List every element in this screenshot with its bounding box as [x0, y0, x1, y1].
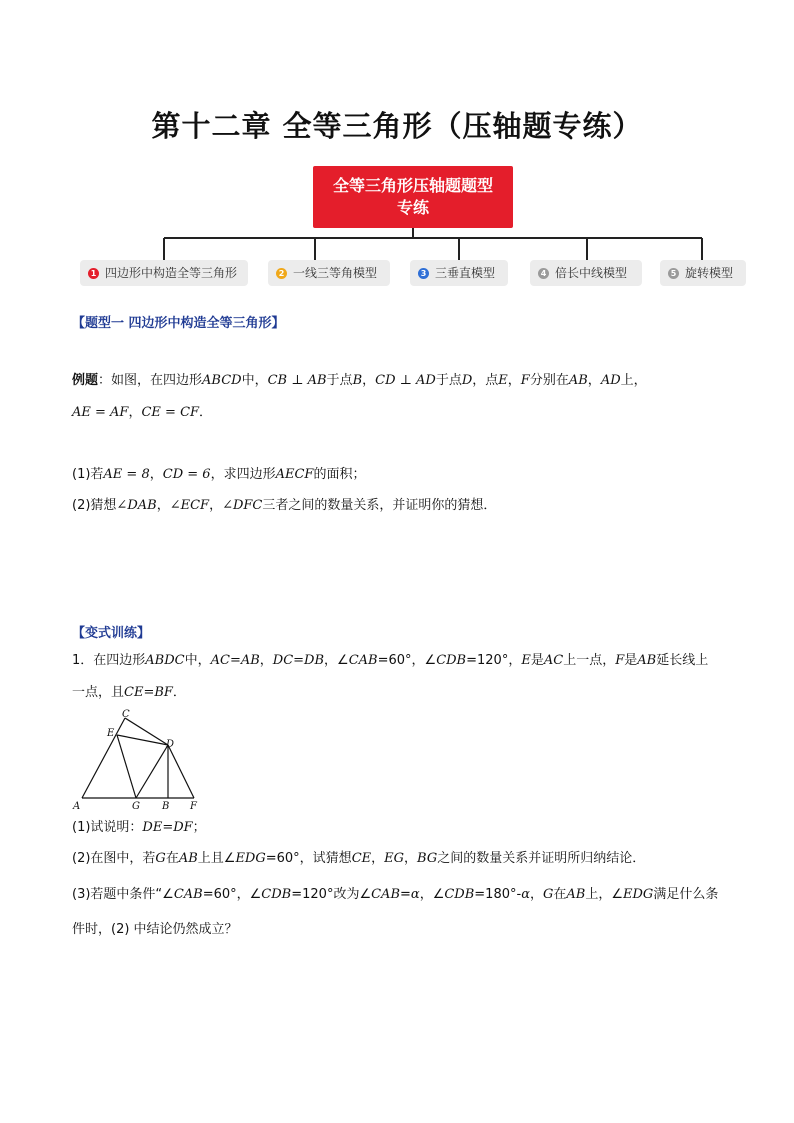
text: 一点，且	[72, 685, 125, 700]
math: CE = CF	[141, 405, 200, 420]
text: ，∠	[419, 887, 445, 902]
number-2-icon: 2	[276, 268, 287, 279]
text: ，	[587, 373, 601, 388]
text: 上，	[620, 373, 647, 388]
text: =	[400, 887, 411, 902]
text: 在	[165, 851, 179, 866]
mindmap-node-label: 三垂直模型	[435, 266, 496, 280]
example-line-2	[72, 404, 212, 422]
text: (1)若	[72, 467, 104, 482]
math: CDB	[261, 887, 292, 902]
number-5-icon: 5	[668, 268, 679, 279]
label-C: C	[122, 709, 130, 720]
text: =120°，	[466, 653, 522, 668]
text: ，	[209, 498, 223, 513]
text: ，	[362, 373, 376, 388]
subquestion-1	[72, 819, 206, 837]
mindmap-root-line1: 全等三角形压轴题题型	[332, 176, 493, 195]
subquestion-3-cont: 件时，(2) 中结论仍然成立？	[72, 922, 238, 937]
math: CAB	[371, 887, 400, 902]
text: 三者之间的数量关系，并证明你的猜想．	[262, 498, 497, 513]
math: BG	[417, 851, 438, 866]
math: EDG	[235, 851, 266, 866]
math: α	[521, 887, 530, 902]
label-A: A	[73, 801, 81, 812]
math: ∠DFC	[222, 498, 263, 513]
math: AE = AF	[72, 405, 129, 420]
math: CAB	[173, 887, 203, 902]
math: CDB	[444, 887, 475, 902]
math: AE = 8	[103, 467, 150, 482]
text: 是	[624, 653, 638, 668]
mindmap-node-label: 一线三等角模型	[293, 266, 378, 280]
text: 分别在	[529, 373, 569, 388]
text: 在	[553, 887, 567, 902]
subquestion-3	[72, 886, 718, 904]
text: 上且∠	[197, 851, 236, 866]
geometry-figure	[70, 708, 210, 816]
problem-1-line-1	[72, 652, 708, 670]
math: CE	[351, 851, 372, 866]
math: AECF	[275, 467, 314, 482]
text: =120°改为∠	[291, 887, 372, 902]
text: 是	[530, 653, 544, 668]
math: CD = 6	[162, 467, 211, 482]
text: ，	[259, 653, 273, 668]
math: CDB	[436, 653, 467, 668]
text: (3)若题中条件“∠	[72, 887, 174, 902]
text: 于点	[435, 373, 462, 388]
text: 中，	[184, 653, 211, 668]
math: AB	[178, 851, 198, 866]
math: G	[542, 887, 554, 902]
math: E	[521, 653, 531, 668]
number-3-icon: 3	[418, 268, 429, 279]
mindmap-node-5	[660, 260, 746, 286]
mindmap-node-label: 四边形中构造全等三角形	[105, 266, 238, 280]
math: EDG	[623, 887, 654, 902]
text: ，	[404, 851, 418, 866]
label-E: E	[107, 728, 115, 739]
text: =60°，∠	[202, 887, 262, 902]
math: F	[520, 373, 530, 388]
math: ∠DAB	[116, 498, 157, 513]
math: AB	[568, 373, 588, 388]
text: ，	[529, 887, 543, 902]
text: 1．在四边形	[72, 653, 146, 668]
mindmap-node-2	[268, 260, 390, 286]
math: ABDC	[145, 653, 185, 668]
text: ，	[156, 498, 170, 513]
segment-DF	[168, 745, 194, 798]
mindmap-connectors	[0, 0, 794, 300]
text: =180°-	[474, 887, 522, 902]
math: ∠ECF	[169, 498, 210, 513]
question-2	[72, 497, 496, 515]
math: DE=DF	[142, 820, 193, 835]
math: AB	[566, 887, 586, 902]
text: (1)试说明：	[72, 820, 143, 835]
text: ：如图，在四边形	[98, 373, 203, 388]
text: ，点	[472, 373, 499, 388]
text: 上，∠	[585, 887, 623, 902]
math: CAB	[348, 653, 378, 668]
mindmap-root-line2: 专练	[396, 198, 429, 217]
mindmap-node-3	[410, 260, 508, 286]
label-B: B	[162, 801, 170, 812]
text: 于点	[326, 373, 353, 388]
text: ．	[199, 405, 213, 420]
text: ，∠	[324, 653, 349, 668]
text: ，	[149, 467, 163, 482]
math: EG	[384, 851, 405, 866]
text: ．	[172, 685, 186, 700]
problem-1-line-2	[72, 684, 186, 702]
text: (2)猜想	[72, 498, 117, 513]
math: AB	[637, 653, 657, 668]
math: CE=BF	[124, 685, 173, 700]
number-1-icon: 1	[88, 268, 99, 279]
example-line-1	[72, 372, 647, 390]
mindmap-root	[313, 166, 513, 228]
section-heading-1: 【题型一 四边形中构造全等三角形】	[72, 316, 285, 331]
text: (2)在图中，若	[72, 851, 156, 866]
math: CD ⊥ AD	[375, 373, 436, 388]
text: ，	[371, 851, 385, 866]
segment-AC	[82, 718, 125, 798]
example-label: 例题	[72, 373, 99, 388]
mindmap-node-label: 旋转模型	[685, 266, 734, 280]
mindmap-node-4	[530, 260, 642, 286]
label-F: F	[190, 801, 197, 812]
text: 上一点，	[563, 653, 616, 668]
text: ，	[507, 373, 521, 388]
segment-EG	[117, 735, 136, 798]
label-D: D	[166, 739, 175, 750]
math: B	[352, 373, 363, 388]
math: CB ⊥ AB	[267, 373, 327, 388]
math: AD	[600, 373, 621, 388]
math: G	[155, 851, 166, 866]
text: ，	[128, 405, 142, 420]
section-heading-2: 【变式训练】	[72, 626, 151, 641]
math: AC	[543, 653, 564, 668]
text: 中，	[241, 373, 268, 388]
text: 之间的数量关系并证明所归纳结论．	[437, 851, 646, 866]
text: ；	[192, 820, 206, 835]
math: ABCD	[202, 373, 242, 388]
text: =60°，∠	[377, 653, 437, 668]
text: 的面积；	[313, 467, 366, 482]
question-1	[72, 466, 365, 484]
text: 延长线上	[656, 653, 709, 668]
math: DC=DB	[272, 653, 325, 668]
math: α	[410, 887, 420, 902]
number-4-icon: 4	[538, 268, 549, 279]
label-G: G	[132, 801, 140, 812]
text: ，求四边形	[210, 467, 276, 482]
subquestion-2	[72, 850, 645, 868]
page-title: 第十二章 全等三角形（压轴题专练）	[151, 109, 643, 143]
mindmap-node-label: 倍长中线模型	[555, 266, 628, 280]
math: AC=AB	[210, 653, 260, 668]
math: F	[615, 653, 625, 668]
mindmap-node-1	[80, 260, 248, 286]
math: E	[498, 373, 508, 388]
segment-GD	[136, 745, 168, 798]
text: =60°，试猜想	[265, 851, 352, 866]
text: 满足什么条	[653, 887, 719, 902]
math: D	[461, 373, 473, 388]
